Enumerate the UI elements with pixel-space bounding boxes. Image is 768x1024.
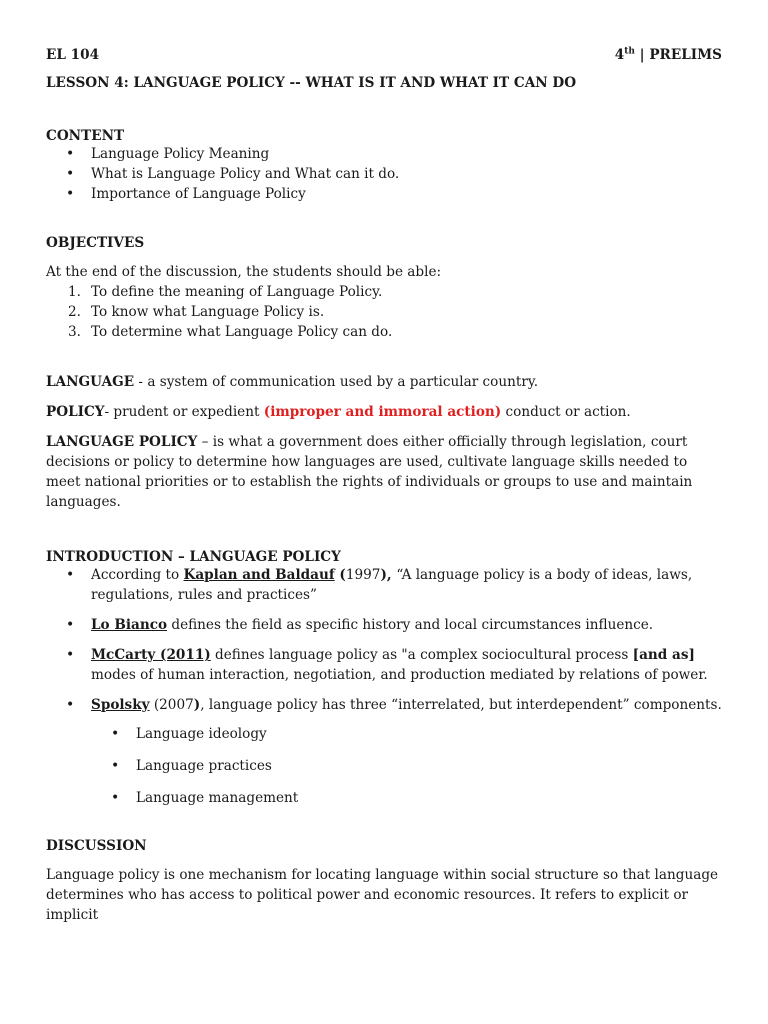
lesson-title: LESSON 4: LANGUAGE POLICY -- WHAT IS IT AND WHAT IT CAN DO [46,75,577,91]
list-text: [and as] [632,647,695,663]
author-lo-bianco: Lo Bianco [91,617,168,633]
list-text: To define the meaning of Language Policy. [91,284,383,300]
list-item [46,322,722,342]
definition-language [46,372,722,392]
content-list [46,144,722,204]
term-language-policy: LANGUAGE POLICY [46,434,198,450]
list-number: 2. [68,304,81,320]
list-item-kaplan [46,565,722,605]
objectives-list [46,282,722,342]
list-text: modes of human interaction, negotiation, and production mediated by relations of power. [91,667,708,683]
term-text: | PRELIMS [634,47,722,63]
definition-text: - prudent or expedient [104,404,264,420]
page-header [46,47,722,63]
discussion-heading: DISCUSSION [46,838,147,854]
list-text: ) [193,697,201,713]
list-text: ( [334,567,346,583]
objectives-heading: OBJECTIVES [46,235,145,251]
list-text: defines language policy as "a complex sociocultural process [210,647,633,663]
list-text: To know what Language Policy is. [91,304,325,320]
list-item: • Language practices [91,756,722,776]
list-item-mccarty [46,645,722,685]
list-text: defines the field as specific history and local circumstances influence. [167,617,654,633]
author-mccarty: McCarty (2011) [91,647,211,663]
citation-year: 1997 [345,567,381,583]
introduction-list [46,565,722,808]
list-item: • Language management [91,788,722,808]
course-code: EL 104 [46,47,100,63]
list-number: 1. [68,284,81,300]
term-policy: POLICY [46,404,105,420]
term-label [615,47,722,63]
list-text: , language policy has three “interrelated, but interdependent” components. [200,697,722,713]
term-ordinal: 4 [614,47,625,63]
author-kaplan-baldauf: Kaplan and Baldauf [183,567,335,583]
list-text: To determine what Language Policy can do. [91,324,393,340]
content-heading: CONTENT [46,128,125,144]
definition-text: – is what a government does either officially through legislation, court decisions or policy to determine how languages are used, cultivate language skills needed to meet national priorities or to establish the rights of individuals or groups to use and maintain languages. [46,434,693,510]
definition-language-policy [46,432,722,512]
objectives-intro: At the end of the discussion, the students should be able: [46,264,442,280]
components-list [91,724,722,808]
list-text: According to [91,567,184,583]
list-number: 3. [68,324,81,340]
list-text: “A language policy is a body of ideas, laws, regulations, rules and practices” [91,567,693,603]
list-item-lo-bianco [46,615,722,635]
definition-policy [46,402,722,422]
term-language: LANGUAGE [46,374,135,390]
author-spolsky: Spolsky [91,697,150,713]
definition-highlight: (improper and immoral action) [263,404,502,420]
term-suffix: th [624,46,635,57]
discussion-paragraph: Language policy is one mechanism for locating language within social structure so that language determines who has access to political power and economic resources. It refers to explicit or implicit [46,867,719,923]
list-item: • Language ideology [91,724,722,744]
list-item [46,282,722,302]
list-item: • What is Language Policy and What can it do. [46,164,722,184]
list-item [46,302,722,322]
definition-text: conduct or action. [501,404,631,420]
list-item: • Importance of Language Policy [46,184,722,204]
list-item-spolsky [46,695,722,808]
introduction-heading: INTRODUCTION – LANGUAGE POLICY [46,549,341,565]
list-text: (2007 [149,697,194,713]
list-item: • Language Policy Meaning [46,144,722,164]
definition-text: - a system of communication used by a particular country. [134,374,539,390]
list-text: ), [380,567,397,583]
